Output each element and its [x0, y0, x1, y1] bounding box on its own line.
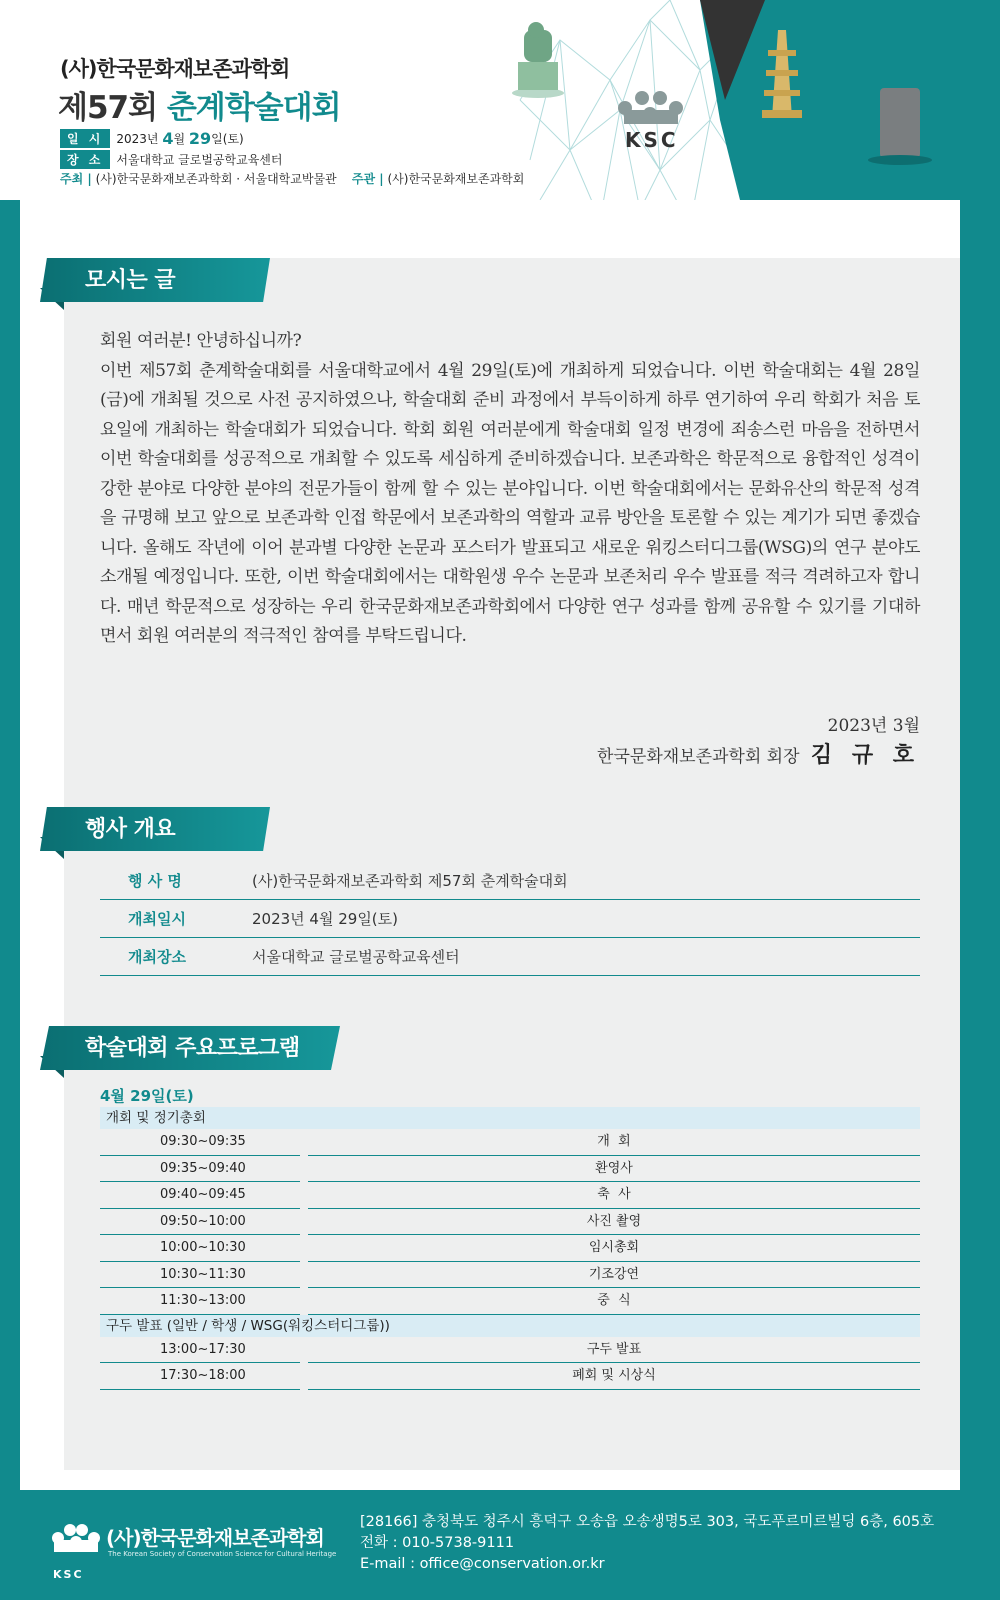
date-month-unit: 월	[173, 132, 186, 146]
program-row	[100, 1337, 920, 1364]
conference-title	[58, 82, 341, 127]
conference-number: 제57회	[58, 90, 158, 126]
program-item: 임시총회	[308, 1235, 920, 1262]
org-title: (사)한국문화재보존과학회	[60, 57, 290, 81]
header	[0, 0, 1000, 200]
signature-name: 김 규 호	[810, 742, 920, 768]
program-item: 구두 발표	[308, 1337, 920, 1364]
program-item: 중 식	[308, 1288, 920, 1315]
ksc-footer-logo-icon	[50, 1520, 100, 1572]
venue-row	[60, 150, 282, 169]
program-item: 폐회 및 시상식	[308, 1363, 920, 1390]
program-time: 17:30~18:00	[100, 1363, 300, 1390]
greeting-heading-label: 모시는 글	[85, 268, 176, 293]
program-row	[100, 1156, 920, 1183]
program-heading-label: 학술대회 주요프로그램	[85, 1036, 300, 1061]
date-month: 4	[162, 129, 174, 148]
overview-table	[100, 862, 920, 976]
program-row	[100, 1288, 920, 1315]
program-time: 09:50~10:00	[100, 1209, 300, 1236]
date-prefix: 2023년	[116, 132, 159, 146]
program-time: 11:30~13:00	[100, 1288, 300, 1315]
program-group-title: 개회 및 정기총회	[100, 1107, 920, 1129]
organizer-label: 주관 |	[351, 172, 384, 186]
program-row	[100, 1235, 920, 1262]
content-frame-top	[20, 200, 960, 258]
ksc-logo-text: KSC	[625, 128, 679, 152]
program-table	[100, 1085, 920, 1390]
program-time: 09:40~09:45	[100, 1182, 300, 1209]
signature-date: 2023년 3월	[827, 716, 920, 736]
program-date: 4월 29일(토)	[100, 1087, 194, 1105]
host-text: (사)한국문화재보존과학회 · 서울대학교박물관	[95, 172, 337, 186]
overview-key: 개최장소	[128, 948, 186, 966]
program-row	[100, 1262, 920, 1289]
program-item: 기조강연	[308, 1262, 920, 1289]
footer	[0, 1490, 1000, 1600]
footer-ksc-text: KSC	[53, 1568, 84, 1581]
greeting-letter	[100, 327, 920, 652]
host-label: 주최 |	[60, 172, 92, 186]
venue-label: 장 소	[60, 150, 110, 169]
program-row	[100, 1129, 920, 1156]
date-label: 일 시	[60, 129, 110, 148]
content-frame-bottom	[20, 1470, 960, 1490]
overview-key: 개최일시	[128, 910, 186, 928]
greeting-paragraph: 회원 여러분! 안녕하십니까?	[100, 331, 302, 351]
overview-row	[100, 938, 920, 976]
overview-row	[100, 862, 920, 900]
signature	[597, 738, 920, 769]
overview-value: 2023년 4월 29일(토)	[252, 910, 399, 928]
ksc-logo-icon	[618, 91, 683, 124]
organizer-text: (사)한국문화재보존과학회	[387, 172, 525, 186]
overview-row	[100, 900, 920, 938]
overview-key: 행 사 명	[128, 872, 182, 890]
program-time: 10:30~11:30	[100, 1262, 300, 1289]
program-row	[100, 1363, 920, 1390]
program-item: 축 사	[308, 1182, 920, 1209]
footer-org-english: The Korean Society of Conservation Science for Cultural Heritage	[108, 1550, 337, 1558]
overview-value: (사)한국문화재보존과학회 제57회 춘계학술대회	[252, 872, 568, 890]
date-day: 29	[188, 129, 212, 148]
header-decoration	[500, 0, 1000, 200]
footer-email[interactable]: E-mail : office@conservation.or.kr	[360, 1556, 605, 1572]
greeting-paragraph: 이번 제57회 춘계학술대회를 서울대학교에서 4월 29일(토)에 개최하게 되었습니다. 이번 학술대회는 4월 28일(금)에 개최될 것으로 사전 공지하였으나, 학술대회 준비 과정에서 부득이하게 하루 연기하여 우리 학회가 처음 토요일에 개최하는 학술대회가 되었습니다. 학회 회원 여러분에게 학술대회 일정 변경에 죄송스런 마음을 전하면서 이번 학술대회를 성공적으로 개최할 수 있도록 세심하게 준비하겠습니다. 보존과학은 학문적으로 융합적인 성격이 강한 분야로 다양한 분야의 전문가들이 함께 할 수 있는 분야입니다. 이번 학술대회에서는 문화유산의 학문적 성격을 규명해 보고 앞으로 보존과학 인접 학문에서 보존과학의 역할과 교류 방안을 토론할 수 있는 계기가 되면 좋겠습니다. 올해도 작년에 이어 분과별 다양한 논문과 포스터가 발표되고 새로운 워킹스터디그룹(WSG)의 연구 분야도 소개될 예정입니다. 또한, 이번 학술대회에서는 대학원생 우수 논문과 보존처리 우수 발표를 적극 격려하고자 합니다. 매년 학문적으로 성장하는 우리 한국문화재보존과학회에서 다양한 연구 성과를 함께 공유할 수 있기를 기대하면서 회원 여러분의 적극적인 참여를 부탁드립니다.	[100, 360, 920, 646]
overview-value: 서울대학교 글로벌공학교육센터	[252, 948, 460, 966]
program-group-title: 구두 발표 (일반 / 학생 / WSG(워킹스터디그룹))	[100, 1315, 920, 1337]
program-item: 개 회	[308, 1129, 920, 1156]
program-time: 13:00~17:30	[100, 1337, 300, 1364]
date-row	[60, 129, 244, 148]
overview-heading-label: 행사 개요	[85, 817, 176, 842]
stone-statue-icon	[512, 22, 564, 98]
program-row	[100, 1209, 920, 1236]
date-suffix: 일(토)	[211, 132, 244, 146]
footer-phone: 전화 : 010-5738-9111	[360, 1535, 515, 1551]
footer-contact	[360, 1512, 934, 1575]
footer-org-name: (사)한국문화재보존과학회	[106, 1526, 324, 1550]
program-item: 사진 촬영	[308, 1209, 920, 1236]
venue-text: 서울대학교 글로벌공학교육센터	[116, 153, 283, 167]
footer-address: [28166] 충청북도 청주시 흥덕구 오송읍 오송생명5로 303, 국도푸르미르빌딩 6층, 605호	[360, 1514, 935, 1530]
program-time: 10:00~10:30	[100, 1235, 300, 1262]
host-row	[60, 170, 524, 187]
program-time: 09:35~09:40	[100, 1156, 300, 1183]
program-row	[100, 1182, 920, 1209]
program-time: 09:30~09:35	[100, 1129, 300, 1156]
conference-name: 춘계학술대회	[166, 90, 341, 126]
signature-title: 한국문화재보존과학회 회장	[597, 747, 800, 767]
program-item: 환영사	[308, 1156, 920, 1183]
